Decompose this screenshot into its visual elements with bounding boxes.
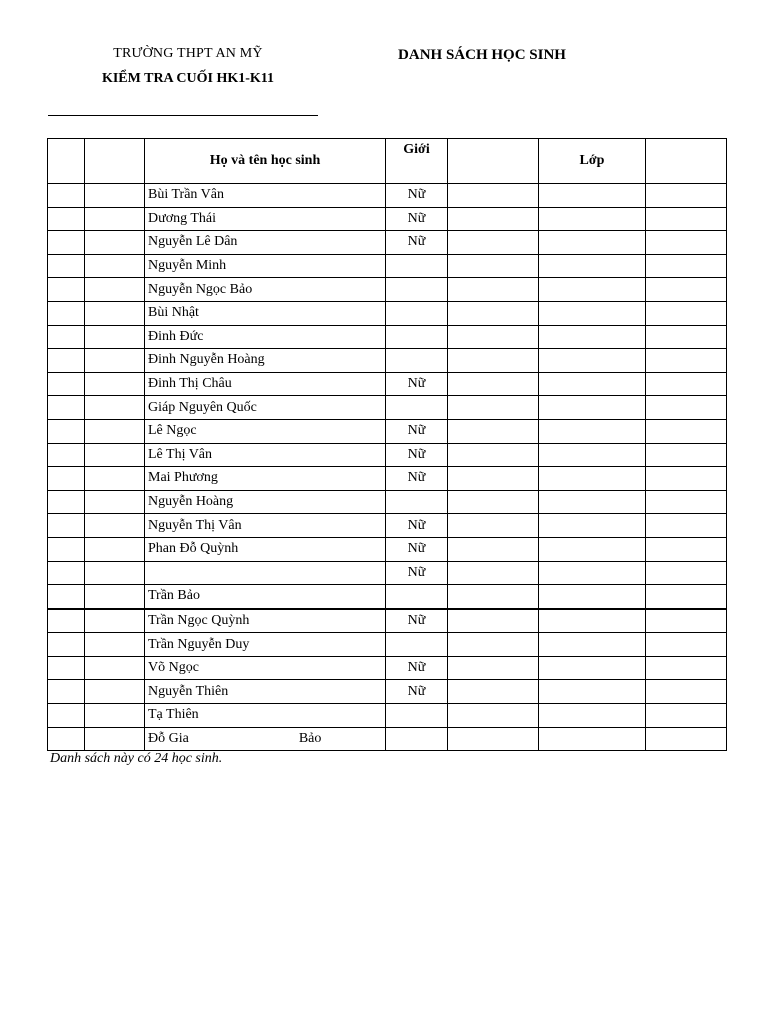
student-class bbox=[539, 704, 646, 728]
table-row bbox=[48, 231, 727, 255]
cell-blank-1 bbox=[48, 467, 85, 491]
header-blank-3 bbox=[448, 139, 539, 184]
cell-blank-2 bbox=[85, 537, 145, 561]
header-blank-1 bbox=[48, 139, 85, 184]
cell-blank-2 bbox=[85, 349, 145, 373]
table-row bbox=[48, 396, 727, 420]
student-class bbox=[539, 537, 646, 561]
student-name-cell bbox=[145, 490, 386, 514]
cell-blank-3 bbox=[448, 396, 539, 420]
student-name-cell bbox=[145, 443, 386, 467]
student-table bbox=[47, 138, 727, 751]
student-gender bbox=[386, 490, 448, 514]
cell-blank-2 bbox=[85, 514, 145, 538]
cell-blank-2 bbox=[85, 396, 145, 420]
cell-blank-2 bbox=[85, 656, 145, 680]
student-gender bbox=[386, 254, 448, 278]
student-name: Nguyễn Thiên bbox=[148, 683, 229, 699]
student-name: Dương Thái bbox=[148, 210, 217, 226]
student-name: Mai Phương bbox=[148, 470, 218, 486]
student-name: Lê Ngọc bbox=[148, 423, 197, 439]
student-gender: Nữ bbox=[386, 467, 448, 491]
student-gender bbox=[386, 585, 448, 609]
cell-blank-4 bbox=[646, 514, 727, 538]
cell-blank-1 bbox=[48, 231, 85, 255]
student-class bbox=[539, 184, 646, 208]
table-row bbox=[48, 609, 727, 633]
cell-blank-4 bbox=[646, 537, 727, 561]
student-name: Trần Nguyễn Duy bbox=[148, 636, 250, 652]
student-name: Nguyễn Minh bbox=[148, 258, 227, 274]
student-gender bbox=[386, 633, 448, 657]
cell-blank-2 bbox=[85, 704, 145, 728]
table-row bbox=[48, 633, 727, 657]
student-gender bbox=[386, 704, 448, 728]
student-gender bbox=[386, 325, 448, 349]
student-gender: Nữ bbox=[386, 537, 448, 561]
student-gender: Nữ bbox=[386, 609, 448, 633]
cell-blank-4 bbox=[646, 349, 727, 373]
cell-blank-3 bbox=[448, 278, 539, 302]
cell-blank-3 bbox=[448, 514, 539, 538]
cell-blank-1 bbox=[48, 372, 85, 396]
student-gender: Nữ bbox=[386, 514, 448, 538]
cell-blank-1 bbox=[48, 561, 85, 585]
student-gender bbox=[386, 301, 448, 325]
table-row bbox=[48, 372, 727, 396]
cell-blank-3 bbox=[448, 680, 539, 704]
table-row bbox=[48, 514, 727, 538]
table-header-row bbox=[48, 139, 727, 184]
header-blank-4 bbox=[646, 139, 727, 184]
cell-blank-4 bbox=[646, 727, 727, 751]
student-name: Trần Bảo bbox=[148, 588, 200, 604]
student-name: Nguyễn Ngọc Bảo bbox=[148, 281, 253, 297]
cell-blank-2 bbox=[85, 680, 145, 704]
student-name: Bùi Trần Vân bbox=[148, 187, 224, 203]
student-name-cell bbox=[145, 561, 386, 585]
student-name-cell bbox=[145, 325, 386, 349]
student-class bbox=[539, 207, 646, 231]
student-name-cell bbox=[145, 537, 386, 561]
cell-blank-3 bbox=[448, 727, 539, 751]
cell-blank-2 bbox=[85, 325, 145, 349]
cell-blank-2 bbox=[85, 561, 145, 585]
cell-blank-1 bbox=[48, 727, 85, 751]
student-gender: Nữ bbox=[386, 207, 448, 231]
cell-blank-1 bbox=[48, 184, 85, 208]
cell-blank-3 bbox=[448, 656, 539, 680]
student-name: Đinh Đức bbox=[148, 328, 204, 344]
cell-blank-4 bbox=[646, 372, 727, 396]
cell-blank-1 bbox=[48, 680, 85, 704]
cell-blank-3 bbox=[448, 561, 539, 585]
cell-blank-4 bbox=[646, 490, 727, 514]
cell-blank-4 bbox=[646, 278, 727, 302]
table-row bbox=[48, 704, 727, 728]
cell-blank-4 bbox=[646, 419, 727, 443]
cell-blank-2 bbox=[85, 301, 145, 325]
student-class bbox=[539, 609, 646, 633]
cell-blank-1 bbox=[48, 537, 85, 561]
cell-blank-3 bbox=[448, 301, 539, 325]
table-row bbox=[48, 419, 727, 443]
student-gender bbox=[386, 278, 448, 302]
student-name-cell bbox=[145, 514, 386, 538]
exam-title: KIỂM TRA CUỐI HK1-K11 bbox=[101, 71, 275, 86]
cell-blank-4 bbox=[646, 396, 727, 420]
student-name-cell bbox=[145, 396, 386, 420]
table-row bbox=[48, 727, 727, 751]
student-gender bbox=[386, 349, 448, 373]
table-row bbox=[48, 207, 727, 231]
cell-blank-4 bbox=[646, 561, 727, 585]
cell-blank-2 bbox=[85, 633, 145, 657]
cell-blank-3 bbox=[448, 207, 539, 231]
cell-blank-1 bbox=[48, 443, 85, 467]
cell-blank-1 bbox=[48, 585, 85, 609]
student-class bbox=[539, 727, 646, 751]
cell-blank-3 bbox=[448, 585, 539, 609]
cell-blank-3 bbox=[448, 490, 539, 514]
student-name: Trần Ngọc Quỳnh bbox=[148, 612, 250, 628]
student-class bbox=[539, 325, 646, 349]
table-row bbox=[48, 325, 727, 349]
cell-blank-1 bbox=[48, 704, 85, 728]
cell-blank-2 bbox=[85, 278, 145, 302]
student-name-cell bbox=[145, 609, 386, 633]
school-name: TRƯỜNG THPT AN MỸ bbox=[113, 46, 263, 61]
cell-blank-2 bbox=[85, 231, 145, 255]
student-name-cell bbox=[145, 704, 386, 728]
student-name: Nguyễn Hoàng bbox=[148, 494, 234, 510]
header-divider bbox=[48, 115, 318, 116]
student-gender bbox=[386, 727, 448, 751]
student-name-cell bbox=[145, 301, 386, 325]
cell-blank-3 bbox=[448, 467, 539, 491]
student-gender: Nữ bbox=[386, 372, 448, 396]
cell-blank-1 bbox=[48, 396, 85, 420]
cell-blank-3 bbox=[448, 184, 539, 208]
table-row bbox=[48, 349, 727, 373]
table-row bbox=[48, 301, 727, 325]
cell-blank-4 bbox=[646, 254, 727, 278]
student-name: Nguyễn Lê Dân bbox=[148, 234, 238, 250]
cell-blank-3 bbox=[448, 704, 539, 728]
student-name-extra: Bảo bbox=[298, 730, 322, 746]
student-name-cell bbox=[145, 467, 386, 491]
cell-blank-4 bbox=[646, 656, 727, 680]
cell-blank-2 bbox=[85, 609, 145, 633]
student-class bbox=[539, 396, 646, 420]
cell-blank-3 bbox=[448, 325, 539, 349]
cell-blank-1 bbox=[48, 325, 85, 349]
cell-blank-1 bbox=[48, 609, 85, 633]
student-name: Đỗ Gia bbox=[148, 730, 189, 746]
table-row bbox=[48, 537, 727, 561]
header-blank-2 bbox=[85, 139, 145, 184]
table-row bbox=[48, 278, 727, 302]
cell-blank-1 bbox=[48, 419, 85, 443]
cell-blank-1 bbox=[48, 301, 85, 325]
student-name-cell bbox=[145, 278, 386, 302]
student-class bbox=[539, 514, 646, 538]
student-rows bbox=[48, 184, 727, 751]
student-class bbox=[539, 349, 646, 373]
cell-blank-4 bbox=[646, 207, 727, 231]
cell-blank-4 bbox=[646, 231, 727, 255]
cell-blank-4 bbox=[646, 443, 727, 467]
student-class bbox=[539, 254, 646, 278]
student-name-cell bbox=[145, 184, 386, 208]
table-row bbox=[48, 656, 727, 680]
cell-blank-1 bbox=[48, 349, 85, 373]
cell-blank-4 bbox=[646, 467, 727, 491]
cell-blank-3 bbox=[448, 609, 539, 633]
cell-blank-2 bbox=[85, 254, 145, 278]
cell-blank-3 bbox=[448, 633, 539, 657]
student-gender bbox=[386, 396, 448, 420]
cell-blank-4 bbox=[646, 585, 727, 609]
cell-blank-3 bbox=[448, 349, 539, 373]
cell-blank-2 bbox=[85, 585, 145, 609]
cell-blank-1 bbox=[48, 490, 85, 514]
student-name: Bùi Nhật bbox=[148, 305, 199, 321]
table-row bbox=[48, 467, 727, 491]
student-gender: Nữ bbox=[386, 419, 448, 443]
student-name-cell bbox=[145, 419, 386, 443]
cell-blank-1 bbox=[48, 254, 85, 278]
cell-blank-1 bbox=[48, 656, 85, 680]
student-name: Lê Thị Vân bbox=[148, 446, 213, 462]
cell-blank-1 bbox=[48, 514, 85, 538]
cell-blank-4 bbox=[646, 704, 727, 728]
student-gender: Nữ bbox=[386, 680, 448, 704]
cell-blank-4 bbox=[646, 680, 727, 704]
footer-note: Danh sách này có 24 học sinh. bbox=[50, 751, 223, 766]
document-title: DANH SÁCH HỌC SINH bbox=[398, 47, 566, 63]
cell-blank-2 bbox=[85, 467, 145, 491]
student-name: Nguyễn Thị Vân bbox=[148, 517, 242, 533]
student-name-cell bbox=[145, 633, 386, 657]
table-row bbox=[48, 184, 727, 208]
cell-blank-2 bbox=[85, 727, 145, 751]
cell-blank-3 bbox=[448, 372, 539, 396]
student-class bbox=[539, 419, 646, 443]
student-gender: Nữ bbox=[386, 561, 448, 585]
header-class: Lớp bbox=[539, 139, 646, 184]
student-name-cell bbox=[145, 727, 386, 751]
student-class bbox=[539, 372, 646, 396]
cell-blank-2 bbox=[85, 184, 145, 208]
student-name: Đinh Nguyễn Hoàng bbox=[148, 352, 265, 368]
student-class bbox=[539, 301, 646, 325]
cell-blank-1 bbox=[48, 278, 85, 302]
student-class bbox=[539, 231, 646, 255]
student-class bbox=[539, 656, 646, 680]
student-name-cell bbox=[145, 207, 386, 231]
student-name-cell bbox=[145, 231, 386, 255]
student-gender: Nữ bbox=[386, 656, 448, 680]
table-row bbox=[48, 254, 727, 278]
student-class bbox=[539, 278, 646, 302]
student-gender: Nữ bbox=[386, 231, 448, 255]
cell-blank-2 bbox=[85, 419, 145, 443]
cell-blank-4 bbox=[646, 184, 727, 208]
student-gender: Nữ bbox=[386, 443, 448, 467]
cell-blank-1 bbox=[48, 633, 85, 657]
student-name: Võ Ngọc bbox=[148, 660, 199, 676]
table-row bbox=[48, 561, 727, 585]
table-row bbox=[48, 490, 727, 514]
table-row bbox=[48, 585, 727, 609]
header-gender: Giới bbox=[386, 139, 448, 184]
student-class bbox=[539, 680, 646, 704]
student-class bbox=[539, 585, 646, 609]
student-class bbox=[539, 561, 646, 585]
student-name: Đinh Thị Châu bbox=[148, 376, 232, 392]
student-class bbox=[539, 467, 646, 491]
student-name: Phan Đỗ Quỳnh bbox=[148, 541, 239, 557]
student-name-cell bbox=[145, 680, 386, 704]
student-name-cell bbox=[145, 656, 386, 680]
cell-blank-1 bbox=[48, 207, 85, 231]
cell-blank-2 bbox=[85, 443, 145, 467]
header-name: Họ và tên học sinh bbox=[145, 139, 386, 184]
cell-blank-3 bbox=[448, 254, 539, 278]
cell-blank-4 bbox=[646, 301, 727, 325]
student-class bbox=[539, 633, 646, 657]
cell-blank-2 bbox=[85, 207, 145, 231]
cell-blank-3 bbox=[448, 443, 539, 467]
cell-blank-3 bbox=[448, 537, 539, 561]
student-name: Giáp Nguyên Quốc bbox=[148, 399, 257, 415]
table-row bbox=[48, 443, 727, 467]
student-class bbox=[539, 443, 646, 467]
cell-blank-4 bbox=[646, 633, 727, 657]
student-name-cell bbox=[145, 372, 386, 396]
cell-blank-4 bbox=[646, 609, 727, 633]
student-name-cell bbox=[145, 254, 386, 278]
cell-blank-2 bbox=[85, 372, 145, 396]
student-class bbox=[539, 490, 646, 514]
student-gender: Nữ bbox=[386, 184, 448, 208]
student-name: Tạ Thiên bbox=[148, 707, 199, 723]
cell-blank-3 bbox=[448, 231, 539, 255]
student-name-cell bbox=[145, 349, 386, 373]
cell-blank-3 bbox=[448, 419, 539, 443]
cell-blank-4 bbox=[646, 325, 727, 349]
table-row bbox=[48, 680, 727, 704]
cell-blank-2 bbox=[85, 490, 145, 514]
student-name-cell bbox=[145, 585, 386, 609]
